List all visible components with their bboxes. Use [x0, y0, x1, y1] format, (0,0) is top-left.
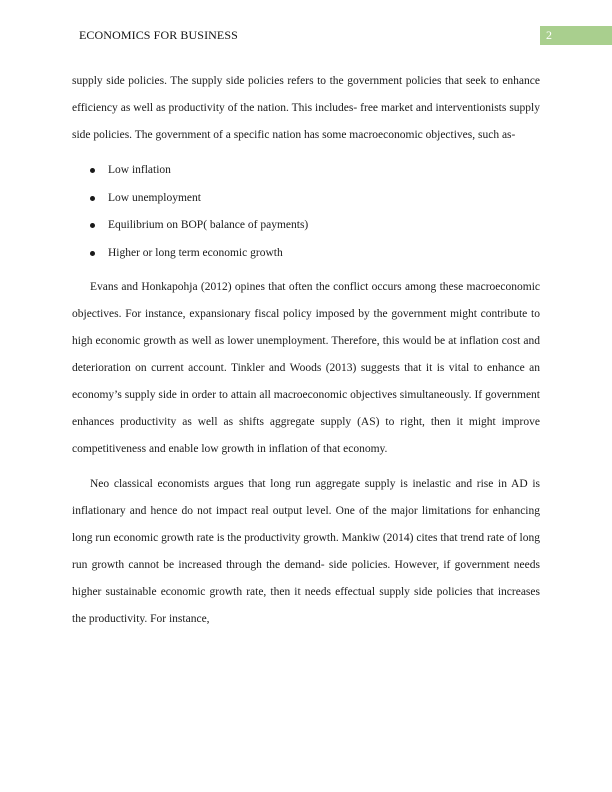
bullet-icon [90, 223, 95, 228]
list-item-text: Low unemployment [108, 191, 201, 204]
objectives-list [72, 157, 540, 267]
page-header [0, 26, 612, 46]
list-item [72, 157, 540, 185]
intro-paragraph: supply side policies. The supply side policies refers to the government policies that seek to enhance efficiency as well as productivity of the nation. This includes- free market and interventionists supply side policies. The government of a specific nation has some macroeconomic objectives, such as- [72, 75, 540, 141]
header-title: ECONOMICS FOR BUSINESS [79, 28, 238, 42]
page-number: 2 [540, 26, 612, 45]
paragraph-neoclassical: Neo classical economists argues that long run aggregate supply is inelastic and rise in AD is inflationary and hence do not impact real output level. One of the major limitations for enhancing long run economic growth rate is the productivity growth. Mankiw (2014) cites that trend rate of long run growth cannot be increased through the demand- side policies. However, if government needs higher sustainable economic growth rate, then it needs effectual supply side policies that increases the productivity. For instance, [72, 478, 540, 625]
list-item [72, 240, 540, 268]
list-item [72, 185, 540, 213]
list-item-text: Low inflation [108, 164, 171, 176]
list-item-text: Equilibrium on BOP( balance of payments) [108, 219, 309, 231]
bullet-icon [90, 251, 95, 256]
list-item [72, 212, 540, 240]
bullet-icon [90, 196, 95, 201]
bullet-icon [90, 168, 95, 173]
paragraph-conflict: Evans and Honkapohja (2012) opines that often the conflict occurs among these macroeconomic objectives. For instance, expansionary fiscal policy imposed by the government might contribute to high economic growth as well as lower unemployment. Therefore, this would be at inflation cost and deterioration on current account. Tinkler and Woods (2013) suggests that it is vital to enhance an economy’s supply side in order to attain all macroeconomic objectives simultaneously. If government enhances productivity as well as shifts aggregate supply (AS) to right, then it might improve competitiveness and enable low growth in inflation of that economy. [72, 281, 540, 455]
list-item-text: Higher or long term economic growth [108, 246, 283, 259]
document-body [72, 68, 540, 641]
